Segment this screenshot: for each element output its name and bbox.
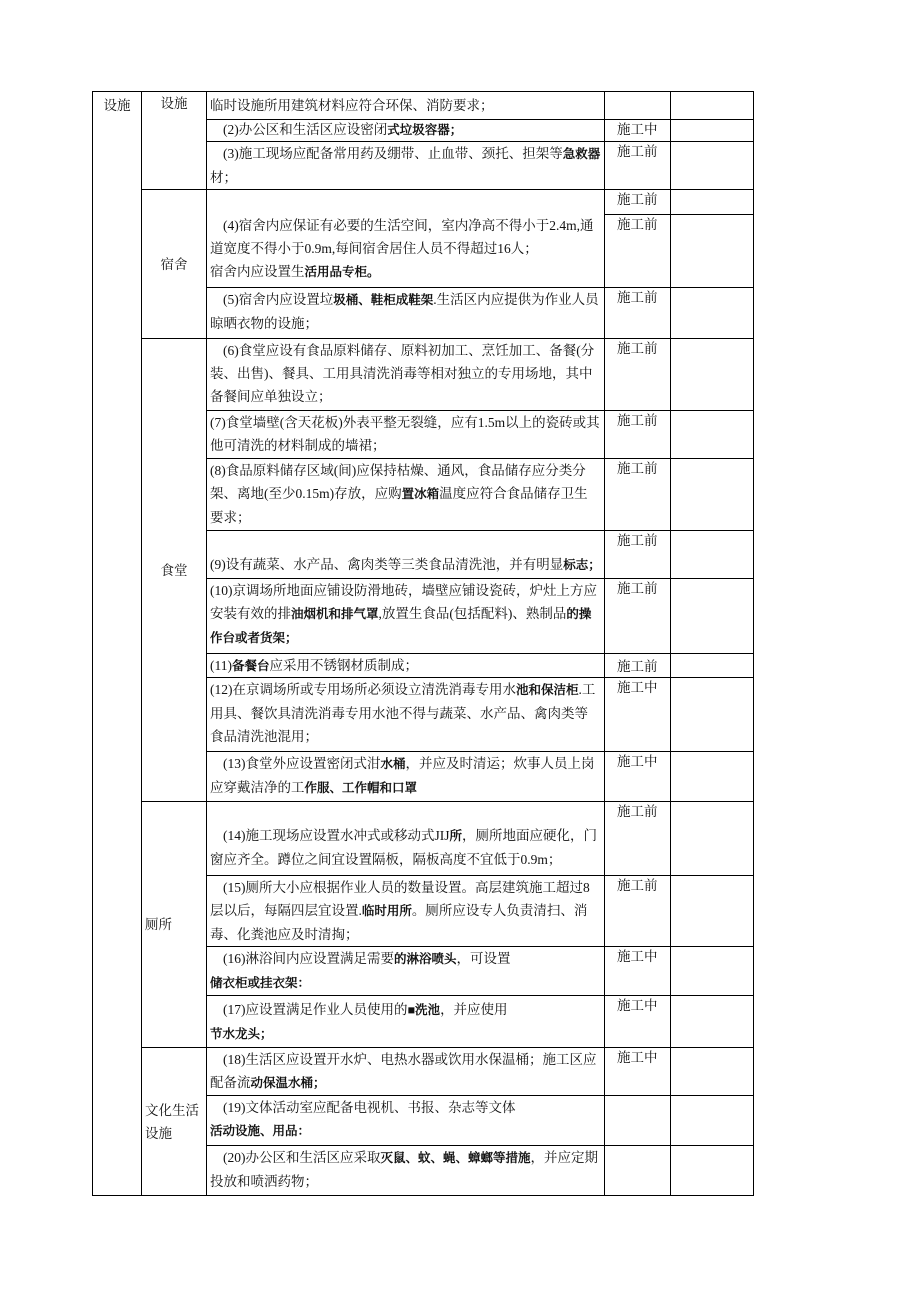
stage-cell [605,802,671,876]
check-cell [671,1096,754,1146]
requirement-emphasis: 活动设施、用品： [210,1124,311,1138]
subcategory-toilet [142,802,207,1048]
stage-label: 施工前 [617,217,658,232]
stage-label: 施工前 [617,341,658,356]
check-cell [671,752,754,802]
subcategory-culture [142,1048,207,1196]
stage-label: 施工前 [617,144,658,159]
check-cell [671,531,754,579]
requirement-emphasis: 临时用所 [361,904,412,918]
requirement-text: 温度应符合食品储存卫生要求； [210,486,588,525]
requirement-cell [207,411,605,459]
check-cell [671,190,754,215]
check-cell [671,802,754,876]
requirement-text: ，并应定期投放和喷洒药物； [210,1150,599,1189]
table-row [93,92,754,120]
subcategory-label: 厕所 [145,917,172,932]
requirement-emphasis: ■洗池 [407,1003,441,1017]
requirement-cell [207,459,605,531]
requirement-text: (15)厕所大小应根据作业人员的数量设置。高层建筑施工超过8层以后，每隔四层宜设置. [210,880,590,918]
stage-cell [605,92,671,120]
stage-cell [605,120,671,142]
requirements-table [92,91,754,1196]
requirement-text: ，可设置 [456,951,511,966]
stage-cell [605,142,671,190]
requirement-text: 材； [210,170,237,185]
stage-cell [605,1146,671,1196]
requirement-text: 应采用不锈钢材质制成； [269,658,419,673]
check-cell [671,339,754,411]
requirement-emphasis: 油烟机和排气罩 [291,607,379,621]
requirement-emphasis: 式垃圾容器； [387,123,463,137]
requirement-text: (5)宿舍内应设置垃 [223,292,334,307]
subcategory-label: 食堂 [160,562,188,578]
requirement-emphasis: 急救器 [562,147,601,161]
stage-label: 施工前 [617,192,658,207]
requirement-emphasis: 所 [449,829,463,843]
stage-cell [605,947,671,996]
requirement-text: (18)生活区应设置开水炉、电热水器或饮用水保温桶；施工区应配备流 [210,1052,597,1090]
stage-cell [605,996,671,1048]
subcategory-facilities [142,92,207,190]
stage-label: 施工前 [617,290,658,305]
check-cell [671,1146,754,1196]
stage-label: 施工中 [617,754,658,769]
requirement-text: (12)在京调场所或专用场所必须设立清洗消毒专用水 [210,682,516,697]
table-row [93,339,754,411]
stage-label: 施工前 [617,461,658,476]
stage-cell [605,288,671,339]
subcategory-canteen [142,339,207,802]
requirement-cell [207,92,605,120]
requirement-cell [207,190,605,288]
requirement-cell [207,288,605,339]
table-row [93,190,754,215]
requirement-text: ，并应使用 [440,1002,508,1017]
requirement-text: (8)食品原料储存区域(间)应保持枯燥、通风，食品储存应分类分架、离地(至少0.15m)存放，应购 [210,463,586,501]
requirement-text: ，厕所地面应硬化，门窗应齐全。蹲位之间宜设置隔板，隔板高度不宜低于0.9m； [210,828,598,867]
stage-label: 施工中 [617,122,658,137]
requirement-text: (4)宿舍内应保证有必要的生活空间，室内净高不得小于2.4m,通道宽度不得小于0.9m,每间宿舍居住人员不得超过16人； 宿舍内应设置生 [210,218,594,279]
requirement-text: ,放置生食品(包括配料)、熟制品 [378,606,567,621]
stage-cell [605,579,671,654]
stage-label: 施工中 [617,949,658,964]
check-cell [671,876,754,947]
requirement-cell [207,654,605,678]
subcategory-label: 宿舍 [160,256,188,272]
requirement-cell [207,1146,605,1196]
stage-cell [605,1048,671,1096]
stage-cell [605,654,671,678]
requirement-text: (6)食堂应设有食品原料储存、原料初加工、烹饪加工、备餐(分装、出售)、餐具、工用具清洗消毒等相对独立的专用场地，其中备餐间应单独设立； [210,343,595,404]
requirement-emphasis: 节水龙头； [210,1027,273,1041]
check-cell [671,142,754,190]
requirement-text: 临时设施所用建筑材料应符合环保、消防要求； [210,98,494,113]
subcategory-label: 文化生活设施 [145,1102,199,1141]
check-cell [671,1048,754,1096]
requirement-cell [207,752,605,802]
stage-label: 施工中 [617,998,658,1013]
stage-cell [605,752,671,802]
requirement-text: (14)施工现场应设置水冲式或移动式JIJ [223,828,450,843]
requirement-emphasis: 池和保洁柜 [516,683,579,697]
requirement-text: (9)设有蔬菜、水产品、禽肉类等三类食品清洗池，并有明显 [210,557,564,572]
check-cell [671,996,754,1048]
stage-cell [605,215,671,288]
check-cell [671,92,754,120]
requirement-cell [207,802,605,876]
stage-cell [605,459,671,531]
requirement-text: (20)办公区和生活区应采取 [223,1150,381,1165]
requirement-emphasis: 的操作台或者货架； [210,607,592,645]
table-row [93,802,754,876]
requirement-text: .工用具、餐饮具清洗消毒专用水池不得与蔬菜、水产品、禽肉类等食品清洗池混用； [210,682,596,744]
stage-cell [605,1096,671,1146]
requirement-emphasis: 标志； [563,558,601,572]
requirement-cell [207,876,605,947]
stage-label: 施工前 [617,413,658,428]
check-cell [671,411,754,459]
check-cell [671,288,754,339]
requirement-cell [207,339,605,411]
requirement-text: (3)施工现场应配备常用药及绷带、止血带、颈托、担架等 [223,146,563,161]
requirement-cell [207,120,605,142]
requirement-cell [207,1048,605,1096]
category-label: 设施 [103,98,131,113]
requirement-text: (2)办公区和生活区应设密闭 [223,122,388,137]
requirement-cell [207,678,605,752]
requirement-cell [207,579,605,654]
category-cell [93,92,142,1196]
requirement-cell [207,531,605,579]
table-row [93,1048,754,1096]
requirement-text: ，并应及时清运；炊事人员上岗应穿戴洁净的工 [210,756,595,795]
requirement-emphasis: 作服、工作帽和口罩 [304,781,418,795]
requirement-text: (10)京调场所地面应铺设防滑地砖，墙壁应铺设瓷砖，炉灶上方应安装有效的排 [210,583,597,621]
requirement-text: (11) [210,658,232,673]
check-cell [671,215,754,288]
requirement-emphasis: 灭鼠、蚊、蝇、蟑螂等措施 [380,1151,531,1165]
check-cell [671,654,754,678]
subcategory-label: 设施 [160,96,188,111]
stage-label: 施工前 [617,878,658,893]
requirement-cell [207,947,605,996]
stage-cell [605,678,671,752]
requirement-emphasis: 储衣柜或挂衣架： [210,976,311,990]
stage-label: 施工中 [617,1050,658,1065]
check-cell [671,459,754,531]
stage-cell [605,411,671,459]
stage-cell [605,531,671,579]
requirement-emphasis: 圾桶、鞋柜成鞋架 [333,293,434,307]
stage-label: 施工前 [617,533,658,548]
requirement-cell [207,142,605,190]
stage-cell [605,190,671,215]
requirement-emphasis: 动保温水桶； [250,1076,326,1090]
requirement-emphasis: 置冰箱 [401,487,440,501]
requirement-text: (17)应设置满足作业人员使用的 [223,1002,408,1017]
stage-cell [605,876,671,947]
requirement-text: (19)文体活动室应配备电视机、书报、杂志等文体 [223,1100,516,1115]
stage-label: 施工前 [617,581,658,596]
requirement-text: 。厕所应设专人负责清扫、消毒、化粪池应及时清掏； [210,903,588,942]
stage-label: 施工前 [617,804,658,819]
stage-label: 施工前 [617,659,658,674]
requirement-emphasis: 的淋浴喷头 [394,952,457,966]
subcategory-dormitory [142,190,207,339]
requirement-emphasis: 活用品专柜。 [304,265,380,279]
requirement-emphasis: 水桶 [380,757,406,771]
requirement-text: (16)淋浴间内应设置满足需要 [223,951,394,966]
requirement-text: .生活区内应提供为作业人员晾晒衣物的设施； [210,292,599,331]
check-cell [671,947,754,996]
check-cell [671,678,754,752]
stage-cell [605,339,671,411]
requirement-cell [207,1096,605,1146]
requirement-emphasis: 备餐台 [232,659,270,673]
requirement-text: (13)食堂外应设置密闭式泔 [223,756,381,771]
requirement-cell [207,996,605,1048]
requirement-text: (7)食堂墙壁(含天花板)外表平整无裂缝，应有1.5m以上的瓷砖或其他可清洗的材料制成的墙裙； [210,415,600,453]
check-cell [671,579,754,654]
check-cell [671,120,754,142]
stage-label: 施工中 [617,680,658,695]
